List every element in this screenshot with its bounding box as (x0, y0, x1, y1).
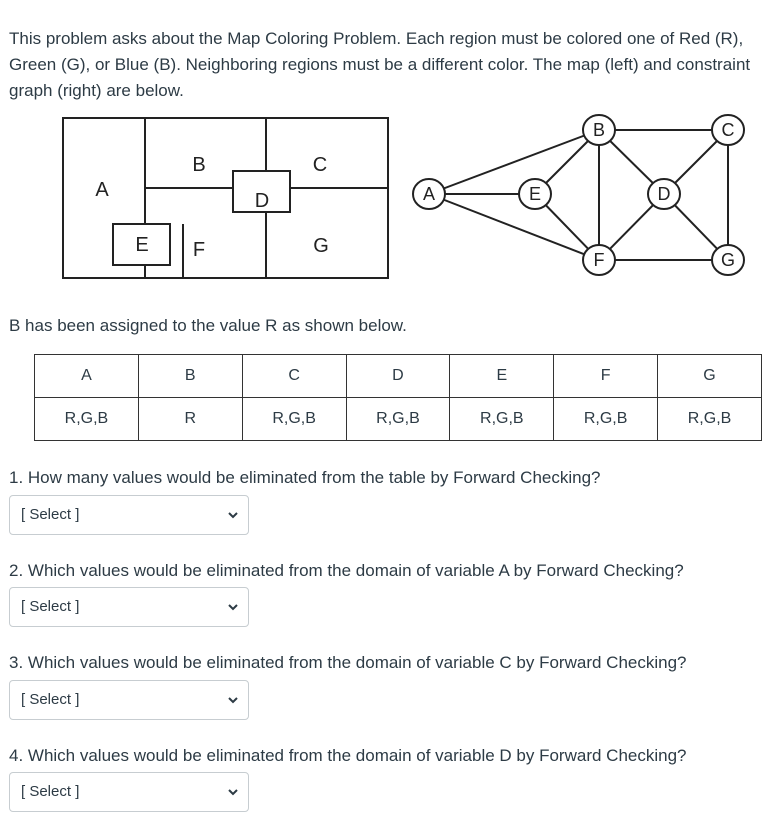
table-header-d: D (346, 355, 450, 398)
map-label-a: A (95, 179, 109, 201)
map-label-b: B (192, 154, 206, 176)
table-header-f: F (554, 355, 658, 398)
node-label-a: A (422, 184, 436, 204)
node-label-g: G (720, 250, 736, 270)
domain-e: R,G,B (450, 398, 554, 441)
question-4-text: 4. Which values would be eliminated from the domain of variable D by Forward Checking? (9, 746, 687, 765)
edge-a-f (429, 194, 599, 260)
table-values-row (35, 398, 762, 441)
domain-c: R,G,B (242, 398, 346, 441)
question-4-select-value: [ Select ] (21, 783, 80, 800)
constraint-graph (429, 130, 728, 260)
node-label-d: D (657, 184, 671, 204)
chevron-down-icon (228, 788, 238, 796)
problem-intro: This problem asks about the Map Coloring Problem. Each region must be colored one of Red (R), Green (G), or Blue (B). Neighboring regions must be a different color. The map (left) and constraint graph (right) are below. (9, 29, 751, 100)
edge-a-b (429, 130, 599, 194)
table-header-c: C (242, 355, 346, 398)
table-header-b: B (138, 355, 242, 398)
node-label-f: F (593, 250, 605, 270)
question-1-select[interactable] (9, 495, 249, 535)
question-3-select-value: [ Select ] (21, 691, 80, 708)
question-1-text: 1. How many values would be eliminated from the table by Forward Checking? (9, 468, 601, 487)
question-3-text: 3. Which values would be eliminated from the domain of variable C by Forward Checking? (9, 653, 687, 672)
question-2-select[interactable] (9, 587, 249, 627)
map-label-d: D (254, 190, 270, 212)
domain-g: R,G,B (658, 398, 762, 441)
question-4-select[interactable] (9, 772, 249, 812)
node-label-e: E (528, 184, 542, 204)
figure-svg (0, 108, 775, 288)
map-label-e: E (135, 234, 149, 256)
map-label-c: C (312, 154, 328, 176)
domain-table (34, 354, 762, 441)
chevron-down-icon (228, 511, 238, 519)
assignment-text: B has been assigned to the value R as shown below. (9, 316, 407, 335)
domain-d: R,G,B (346, 398, 450, 441)
table-header-g: G (658, 355, 762, 398)
domain-f: R,G,B (554, 398, 658, 441)
table-header-row (35, 355, 762, 398)
problem-figure (0, 108, 775, 288)
table-header-e: E (450, 355, 554, 398)
map-label-g: G (313, 235, 329, 257)
map-label-f: F (192, 239, 206, 261)
map-border (63, 118, 388, 278)
region-map (63, 118, 388, 278)
chevron-down-icon (228, 603, 238, 611)
question-3-select[interactable] (9, 680, 249, 720)
chevron-down-icon (228, 696, 238, 704)
question-1-select-value: [ Select ] (21, 506, 80, 523)
node-label-c: C (721, 120, 735, 140)
domain-b: R (138, 398, 242, 441)
domain-a: R,G,B (35, 398, 139, 441)
node-label-b: B (592, 120, 606, 140)
question-2-text: 2. Which values would be eliminated from the domain of variable A by Forward Checking? (9, 561, 684, 580)
table-header-a: A (35, 355, 139, 398)
question-2-select-value: [ Select ] (21, 598, 80, 615)
